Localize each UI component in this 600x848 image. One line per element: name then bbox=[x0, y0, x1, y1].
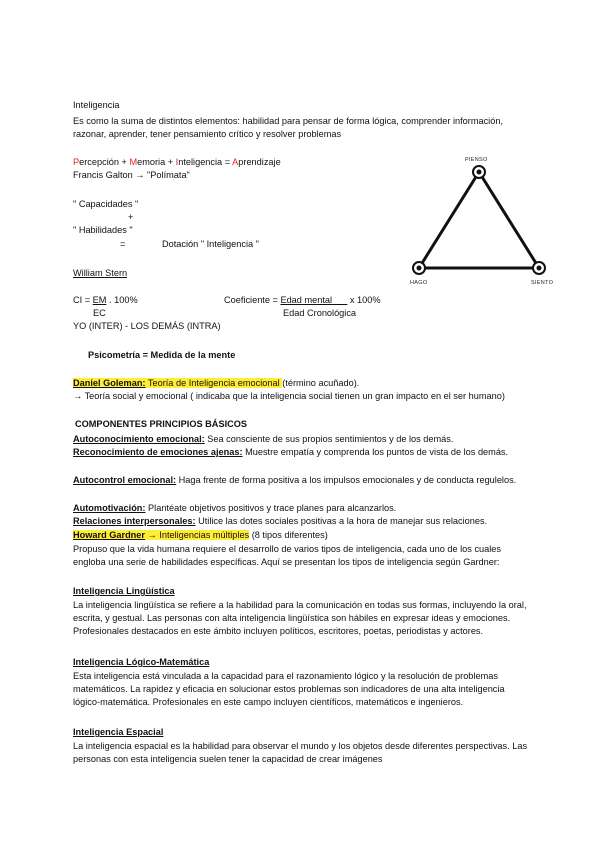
psicometria-line: Psicometría = Medida de la mente bbox=[88, 350, 236, 360]
page-title: Inteligencia bbox=[73, 100, 120, 110]
component-desc: Plantéate objetivos positivos y trace planes para alcanzarlos. bbox=[145, 503, 397, 513]
coef-edad-mental: Edad mental bbox=[280, 295, 348, 305]
node-right-dot bbox=[537, 266, 542, 271]
ci-ec: EC bbox=[93, 308, 106, 318]
node-left-dot bbox=[417, 266, 422, 271]
gardner-desc: Propuso que la vida humana requiere el desarrollo de varios tipos de inteligencia, cada uno de los cuales engloba una serie de habilidades específicas. Aquí se presentan los tipos de inteligencia según Gardner: bbox=[73, 544, 501, 567]
ci-lhs: CI = bbox=[73, 295, 93, 305]
triangle-label-top: PIENSO bbox=[465, 157, 488, 163]
plus-sign: + bbox=[128, 212, 134, 222]
type-heading: Inteligencia Lógico-Matemática bbox=[73, 657, 210, 667]
node-top-dot bbox=[477, 170, 482, 175]
galton-line: Francis Galton → "Polímata" bbox=[73, 170, 190, 180]
formula-i-rest: nteligencia = bbox=[178, 157, 233, 167]
formula-i: I bbox=[175, 157, 179, 167]
capacidades-line: " Capacidades " bbox=[73, 199, 139, 209]
gardner-theory: → Inteligencias múltiples bbox=[144, 530, 250, 540]
goleman-note: (término acuñado). bbox=[282, 378, 360, 388]
gardner-name: Howard Gardner bbox=[73, 530, 145, 540]
goleman-name: Daniel Goleman: bbox=[73, 378, 146, 388]
formula-a-rest: prendizaje bbox=[238, 157, 281, 167]
type-desc: La inteligencia espacial es la habilidad para observar el mundo y los objetos desde diferentes perspectivas. Las personas con esta inteligencia suelen tener la capacidad de crear imágenes bbox=[73, 741, 528, 764]
formula-p-rest: ercepción + bbox=[79, 157, 130, 167]
component-desc: Utilice las dotes sociales positivas a la hora de manejar sus relaciones. bbox=[195, 516, 488, 526]
formula-p: P bbox=[73, 157, 80, 167]
component-term: Reconocimiento de emociones ajenas: bbox=[73, 447, 243, 457]
triangle-label-right: SIENTO bbox=[531, 280, 554, 286]
components-heading: COMPONENTES PRINCIPIOS BÁSICOS bbox=[75, 419, 248, 429]
coef-label: Coeficiente = bbox=[224, 295, 281, 305]
stern-heading: William Stern bbox=[73, 268, 128, 278]
coef-rest: x 100% bbox=[347, 295, 381, 305]
type-desc: La inteligencia lingüística se refiere a la habilidad para la comunicación en todas sus formas, incluyendo la oral, escrita, y gestual. Las personas con alta inteligencia lingüística son hábiles en expresar ideas y emociones. Profesionales destacados en este ámbito incluyen políticos, escritores, poetas, periodistas y actores. bbox=[73, 600, 527, 636]
component-term: Autoconocimiento emocional: bbox=[73, 434, 205, 444]
component-desc: Muestre empatía y comprenda los puntos de vista de los demás. bbox=[242, 447, 509, 457]
component-term: Relaciones interpersonales: bbox=[73, 516, 196, 526]
goleman-desc: → Teoría social y emocional ( indicaba que la inteligencia social tienen un gran impacto en el ser humano) bbox=[73, 391, 505, 401]
type-heading: Inteligencia Lingüística bbox=[73, 586, 175, 596]
component-term: Automotivación: bbox=[73, 503, 146, 513]
intro-paragraph: Es como la suma de distintos elementos: habilidad para pensar de forma lógica, comprender información, razonar, aprender, tener pensamiento crítico y resolver problemas bbox=[73, 116, 503, 139]
coef-edad-cronologica: Edad Cronológica bbox=[283, 308, 357, 318]
formula-m-rest: emoria + bbox=[137, 157, 176, 167]
habilidades-line: " Habilidades " bbox=[73, 225, 133, 235]
component-desc: Sea consciente de sus propios sentimientos y de los demás. bbox=[204, 434, 454, 444]
triangle-label-left: HAGO bbox=[410, 280, 428, 286]
gardner-note: (8 tipos diferentes) bbox=[249, 530, 328, 540]
triangle-shape bbox=[419, 172, 539, 268]
goleman-theory: Teoría de Inteligencia emocional bbox=[145, 378, 283, 388]
dotacion-line: Dotación " Inteligencia " bbox=[162, 239, 259, 249]
component-term: Autocontrol emocional: bbox=[73, 475, 177, 485]
component-desc: Haga frente de forma positiva a los impulsos emocionales y de conducta regulelos. bbox=[176, 475, 517, 485]
ci-em: EM bbox=[92, 295, 107, 305]
formula-a: A bbox=[232, 157, 239, 167]
type-desc: Esta inteligencia está vinculada a la capacidad para el razonamiento lógico y la resolución de problemas matemáticos. La rapidez y eficacia en solucionar estos problemas son indicadores de una alta inteligencia lógico-matemática. Profesionales en este campo incluyen científicos, matemáticos e ingenieros. bbox=[73, 671, 505, 707]
type-heading: Inteligencia Espacial bbox=[73, 727, 164, 737]
dotacion-equals: = bbox=[120, 239, 126, 249]
formula-m: M bbox=[129, 157, 138, 167]
yo-line: YO (INTER) - LOS DEMÁS (INTRA) bbox=[73, 321, 221, 331]
ci-rest: . 100% bbox=[106, 295, 138, 305]
